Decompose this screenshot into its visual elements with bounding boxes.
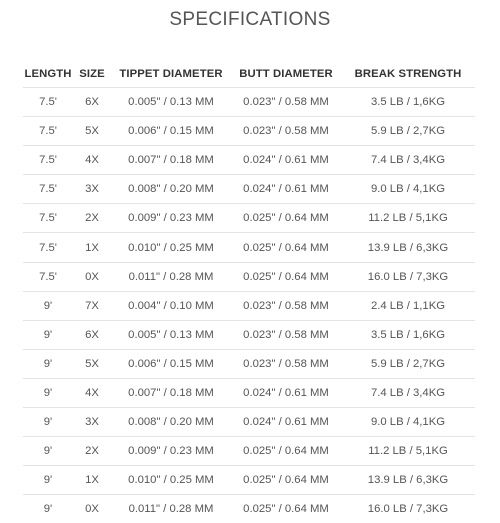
cell-length: 9' <box>23 408 73 437</box>
cell-butt-diameter: 0.025" / 0.64 MM <box>231 233 341 262</box>
cell-length: 7.5' <box>23 146 73 175</box>
cell-length: 7.5' <box>23 88 73 117</box>
cell-butt-diameter: 0.023" / 0.58 MM <box>231 117 341 146</box>
cell-size: 5X <box>73 117 111 146</box>
table-row <box>23 88 475 117</box>
cell-length: 9' <box>23 495 73 523</box>
cell-butt-diameter: 0.023" / 0.58 MM <box>231 320 341 349</box>
cell-break-strength: 3.5 LB / 1,6KG <box>341 88 475 117</box>
cell-break-strength: 13.9 LB / 6,3KG <box>341 466 475 495</box>
column-header-length: LENGTH <box>23 60 73 88</box>
page-title: SPECIFICATIONS <box>0 9 500 31</box>
table-header-row <box>23 60 475 88</box>
table-body <box>23 88 475 523</box>
cell-break-strength: 7.4 LB / 3,4KG <box>341 146 475 175</box>
table-row <box>23 204 475 233</box>
table-row <box>23 349 475 378</box>
cell-tippet-diameter: 0.009" / 0.23 MM <box>111 204 231 233</box>
table-row <box>23 378 475 407</box>
cell-butt-diameter: 0.023" / 0.58 MM <box>231 349 341 378</box>
table-row <box>23 262 475 291</box>
table-row <box>23 466 475 495</box>
cell-length: 9' <box>23 349 73 378</box>
cell-length: 7.5' <box>23 233 73 262</box>
cell-tippet-diameter: 0.005" / 0.13 MM <box>111 320 231 349</box>
cell-size: 3X <box>73 175 111 204</box>
cell-length: 7.5' <box>23 175 73 204</box>
column-header-break-strength: BREAK STRENGTH <box>341 60 475 88</box>
cell-length: 9' <box>23 291 73 320</box>
cell-butt-diameter: 0.024" / 0.61 MM <box>231 146 341 175</box>
cell-break-strength: 3.5 LB / 1,6KG <box>341 320 475 349</box>
cell-size: 7X <box>73 291 111 320</box>
cell-length: 9' <box>23 378 73 407</box>
cell-size: 5X <box>73 349 111 378</box>
table-row <box>23 495 475 523</box>
cell-length: 9' <box>23 466 73 495</box>
cell-break-strength: 16.0 LB / 7,3KG <box>341 262 475 291</box>
cell-tippet-diameter: 0.007" / 0.18 MM <box>111 146 231 175</box>
cell-size: 3X <box>73 408 111 437</box>
cell-tippet-diameter: 0.009" / 0.23 MM <box>111 437 231 466</box>
cell-length: 9' <box>23 437 73 466</box>
cell-tippet-diameter: 0.008" / 0.20 MM <box>111 408 231 437</box>
table-row <box>23 117 475 146</box>
cell-butt-diameter: 0.023" / 0.58 MM <box>231 88 341 117</box>
cell-size: 4X <box>73 146 111 175</box>
cell-size: 1X <box>73 466 111 495</box>
cell-tippet-diameter: 0.006" / 0.15 MM <box>111 117 231 146</box>
cell-break-strength: 13.9 LB / 6,3KG <box>341 233 475 262</box>
cell-size: 6X <box>73 320 111 349</box>
cell-length: 7.5' <box>23 262 73 291</box>
table-row <box>23 233 475 262</box>
cell-break-strength: 11.2 LB / 5,1KG <box>341 437 475 466</box>
cell-butt-diameter: 0.025" / 0.64 MM <box>231 437 341 466</box>
table-row <box>23 291 475 320</box>
cell-size: 2X <box>73 437 111 466</box>
cell-tippet-diameter: 0.010" / 0.25 MM <box>111 466 231 495</box>
cell-length: 7.5' <box>23 204 73 233</box>
cell-tippet-diameter: 0.008" / 0.20 MM <box>111 175 231 204</box>
cell-size: 0X <box>73 262 111 291</box>
cell-size: 2X <box>73 204 111 233</box>
cell-butt-diameter: 0.024" / 0.61 MM <box>231 378 341 407</box>
cell-butt-diameter: 0.024" / 0.61 MM <box>231 408 341 437</box>
cell-tippet-diameter: 0.004" / 0.10 MM <box>111 291 231 320</box>
table-row <box>23 408 475 437</box>
cell-butt-diameter: 0.025" / 0.64 MM <box>231 466 341 495</box>
cell-break-strength: 9.0 LB / 4,1KG <box>341 408 475 437</box>
cell-tippet-diameter: 0.011" / 0.28 MM <box>111 262 231 291</box>
cell-size: 0X <box>73 495 111 523</box>
cell-length: 7.5' <box>23 117 73 146</box>
cell-tippet-diameter: 0.005" / 0.13 MM <box>111 88 231 117</box>
cell-butt-diameter: 0.025" / 0.64 MM <box>231 204 341 233</box>
column-header-butt-diameter: BUTT DIAMETER <box>231 60 341 88</box>
cell-break-strength: 5.9 LB / 2,7KG <box>341 349 475 378</box>
column-header-size: SIZE <box>73 60 111 88</box>
cell-tippet-diameter: 0.007" / 0.18 MM <box>111 378 231 407</box>
table-row <box>23 437 475 466</box>
cell-break-strength: 11.2 LB / 5,1KG <box>341 204 475 233</box>
table-row <box>23 175 475 204</box>
cell-butt-diameter: 0.025" / 0.64 MM <box>231 262 341 291</box>
cell-length: 9' <box>23 320 73 349</box>
cell-size: 6X <box>73 88 111 117</box>
specifications-table <box>23 60 475 523</box>
cell-break-strength: 16.0 LB / 7,3KG <box>341 495 475 523</box>
cell-size: 4X <box>73 378 111 407</box>
cell-tippet-diameter: 0.011" / 0.28 MM <box>111 495 231 523</box>
column-header-tippet-diameter: TIPPET DIAMETER <box>111 60 231 88</box>
cell-butt-diameter: 0.024" / 0.61 MM <box>231 175 341 204</box>
cell-break-strength: 9.0 LB / 4,1KG <box>341 175 475 204</box>
cell-butt-diameter: 0.023" / 0.58 MM <box>231 291 341 320</box>
cell-size: 1X <box>73 233 111 262</box>
cell-break-strength: 7.4 LB / 3,4KG <box>341 378 475 407</box>
table-row <box>23 146 475 175</box>
table-row <box>23 320 475 349</box>
cell-butt-diameter: 0.025" / 0.64 MM <box>231 495 341 523</box>
cell-break-strength: 5.9 LB / 2,7KG <box>341 117 475 146</box>
cell-break-strength: 2.4 LB / 1,1KG <box>341 291 475 320</box>
cell-tippet-diameter: 0.006" / 0.15 MM <box>111 349 231 378</box>
cell-tippet-diameter: 0.010" / 0.25 MM <box>111 233 231 262</box>
